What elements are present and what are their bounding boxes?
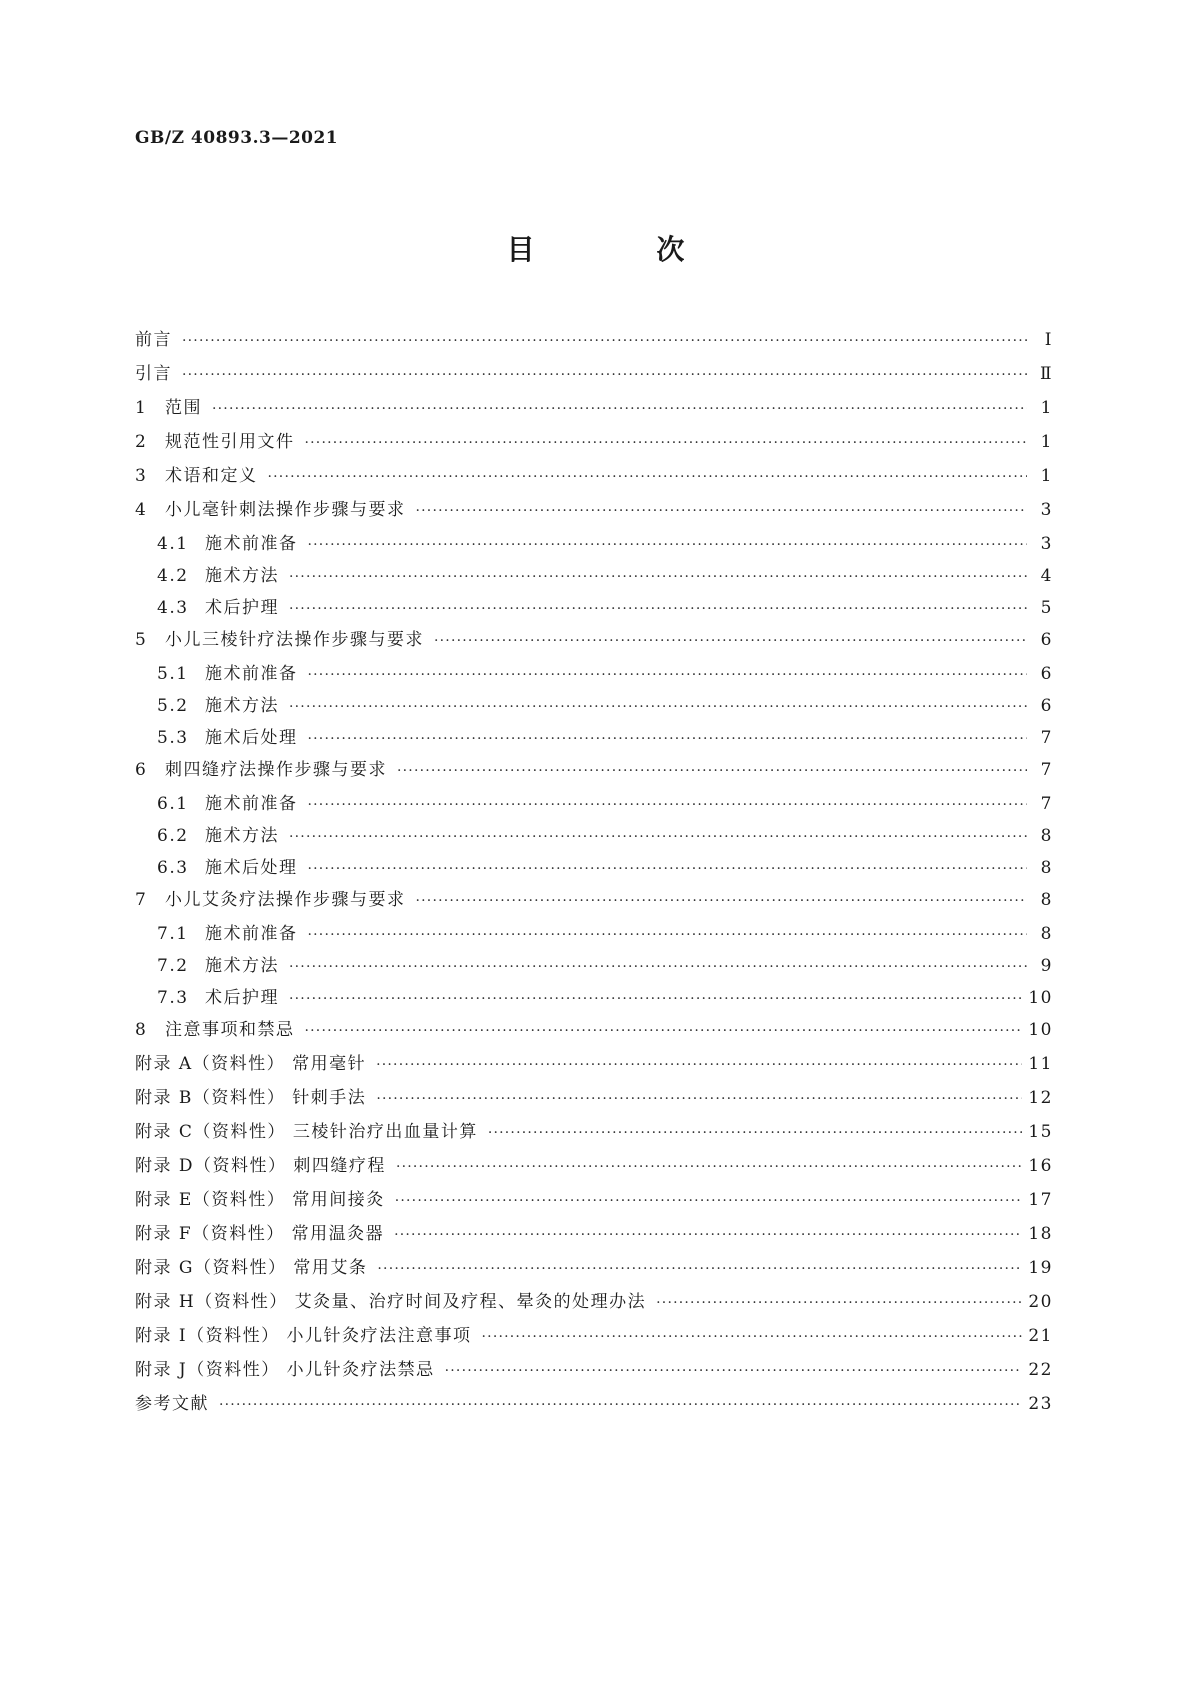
toc-entry-number: 7	[135, 890, 148, 910]
dot-leader	[377, 1261, 1022, 1277]
toc-entry-label: 附录 F（资料性） 常用温灸器	[135, 1224, 385, 1244]
toc-entry-appendix-g[interactable]	[135, 1253, 1053, 1287]
toc-entry-page: 23	[1028, 1394, 1053, 1414]
toc-entry-appendix-d[interactable]	[135, 1151, 1053, 1185]
toc-entry-page: 1	[1040, 466, 1053, 486]
dot-leader	[289, 959, 1027, 975]
toc-entry-label: 施术前准备	[205, 924, 298, 944]
toc-entry-label: 附录 B（资料性） 针刺手法	[135, 1088, 367, 1108]
toc-entry-5-3[interactable]	[135, 723, 1053, 755]
dot-leader	[289, 991, 1022, 1007]
toc-entry-page: 3	[1040, 534, 1053, 554]
toc-entry-6-1[interactable]	[135, 789, 1053, 821]
toc-entry-page: 12	[1028, 1088, 1053, 1108]
toc-entry-label: 施术前准备	[205, 534, 298, 554]
toc-entry-page: 7	[1040, 728, 1053, 748]
toc-entry-label: 小儿三棱针疗法操作步骤与要求	[165, 630, 424, 650]
toc-entry-6-3[interactable]	[135, 853, 1053, 885]
toc-entry-page: 16	[1028, 1156, 1053, 1176]
toc-entry-7[interactable]	[135, 885, 1053, 919]
dot-leader	[305, 1023, 1023, 1039]
toc-entry-number: 5.1	[157, 664, 189, 684]
toc-title: 目 次	[506, 233, 741, 266]
toc-entry-4-3[interactable]	[135, 593, 1053, 625]
toc-entry-5-2[interactable]	[135, 691, 1053, 723]
toc-entry-number: 7.2	[157, 956, 189, 976]
toc-entry-appendix-b[interactable]	[135, 1083, 1053, 1117]
dot-leader	[289, 569, 1027, 585]
dot-leader	[445, 1363, 1023, 1379]
toc-entry-page: 4	[1040, 566, 1053, 586]
toc-entry-label: 施术后处理	[205, 858, 298, 878]
toc-entry-label: 注意事项和禁忌	[165, 1020, 295, 1040]
toc-entry-page: 15	[1028, 1122, 1053, 1142]
toc-entry-label: 引言	[135, 364, 172, 384]
dot-leader	[182, 333, 1027, 349]
dot-leader	[308, 797, 1028, 813]
toc-entry-label: 施术方法	[205, 566, 279, 586]
toc-entry-label: 术语和定义	[165, 466, 258, 486]
toc-entry-number: 4.1	[157, 534, 189, 554]
toc-entry-7-3[interactable]	[135, 983, 1053, 1015]
toc-entry-number: 3	[135, 466, 148, 486]
toc-entry-page: 8	[1040, 890, 1053, 910]
dot-leader	[308, 861, 1028, 877]
toc-entry-page: 18	[1028, 1224, 1053, 1244]
toc-entry-appendix-c[interactable]	[135, 1117, 1053, 1151]
toc-entry-number: 2	[135, 432, 148, 452]
dot-leader	[308, 731, 1028, 747]
toc-entry-page: 6	[1040, 630, 1053, 650]
dot-leader	[289, 601, 1027, 617]
toc-entry-label: 施术方法	[205, 826, 279, 846]
toc-entry-number: 6.1	[157, 794, 189, 814]
toc-entry-4-2[interactable]	[135, 561, 1053, 593]
toc-entry-6[interactable]	[135, 755, 1053, 789]
toc-entry-page: 7	[1040, 760, 1053, 780]
dot-leader	[182, 367, 1027, 383]
toc-entry-number: 5.3	[157, 728, 189, 748]
toc-entry-3[interactable]	[135, 461, 1053, 495]
toc-entry-label: 参考文献	[135, 1394, 209, 1414]
toc-entry-appendix-f[interactable]	[135, 1219, 1053, 1253]
toc-entry-label: 附录 H（资料性） 艾灸量、治疗时间及疗程、晕灸的处理办法	[135, 1292, 647, 1312]
toc-entry-6-2[interactable]	[135, 821, 1053, 853]
dot-leader	[212, 401, 1027, 417]
toc-entry-label: 小儿毫针刺法操作步骤与要求	[165, 500, 406, 520]
toc-entry-7-1[interactable]	[135, 919, 1053, 951]
toc-entry-8[interactable]	[135, 1015, 1053, 1049]
dot-leader	[305, 435, 1028, 451]
dot-leader	[394, 1227, 1022, 1243]
toc-entry-page: 11	[1028, 1054, 1053, 1074]
toc-entry-foreword[interactable]	[135, 325, 1053, 359]
toc-entry-appendix-a[interactable]	[135, 1049, 1053, 1083]
toc-entry-appendix-e[interactable]	[135, 1185, 1053, 1219]
toc-entry-number: 4.3	[157, 598, 189, 618]
toc-entry-5[interactable]	[135, 625, 1053, 659]
dot-leader	[416, 893, 1028, 909]
toc-entry-number: 6.3	[157, 858, 189, 878]
toc-entry-page: 8	[1040, 924, 1053, 944]
toc-entry-label: 施术前准备	[205, 794, 298, 814]
toc-entry-page: 5	[1040, 598, 1053, 618]
toc-entry-number: 8	[135, 1020, 148, 1040]
toc-entry-label: 附录 A（资料性） 常用毫针	[135, 1054, 367, 1074]
dot-leader	[376, 1091, 1022, 1107]
toc-entry-label: 小儿艾灸疗法操作步骤与要求	[165, 890, 406, 910]
dot-leader	[308, 537, 1028, 553]
toc-entry-number: 7.3	[157, 988, 189, 1008]
toc-entry-label: 前言	[135, 330, 172, 350]
toc-entry-label: 施术方法	[205, 696, 279, 716]
toc-entry-5-1[interactable]	[135, 659, 1053, 691]
dot-leader	[396, 1159, 1022, 1175]
toc-entry-number: 1	[135, 398, 148, 418]
toc-entry-number: 5.2	[157, 696, 189, 716]
toc-entry-1[interactable]	[135, 393, 1053, 427]
dot-leader	[397, 763, 1027, 779]
dot-leader	[308, 927, 1028, 943]
toc-entry-page: 22	[1028, 1360, 1053, 1380]
toc-entry-page: 19	[1028, 1258, 1053, 1278]
dot-leader	[656, 1295, 1022, 1311]
toc-entry-page: 7	[1040, 794, 1053, 814]
toc-entry-page: 17	[1028, 1190, 1053, 1210]
dot-leader	[434, 633, 1027, 649]
dot-leader	[416, 503, 1028, 519]
toc-entry-label: 附录 E（资料性） 常用间接灸	[135, 1190, 385, 1210]
toc-entry-page: 21	[1028, 1326, 1053, 1346]
toc-entry-label: 范围	[165, 398, 202, 418]
toc-entry-number: 5	[135, 630, 148, 650]
toc-entry-page: 6	[1040, 696, 1053, 716]
toc-entry-number: 6	[135, 760, 148, 780]
toc-entry-label: 施术前准备	[205, 664, 298, 684]
toc-entry-2[interactable]	[135, 427, 1053, 461]
toc-entry-label: 术后护理	[205, 598, 279, 618]
toc-entry-label: 附录 D（资料性） 刺四缝疗程	[135, 1156, 386, 1176]
toc-entry-label: 施术方法	[205, 956, 279, 976]
toc-entry-introduction[interactable]	[135, 359, 1053, 393]
toc-entry-4-1[interactable]	[135, 529, 1053, 561]
toc-entry-page: 20	[1028, 1292, 1053, 1312]
toc-entry-page: Ⅰ	[1044, 330, 1053, 350]
toc-entry-appendix-i[interactable]	[135, 1321, 1053, 1355]
toc-entry-number: 6.2	[157, 826, 189, 846]
toc-entry-appendix-j[interactable]	[135, 1355, 1053, 1389]
dot-leader	[395, 1193, 1023, 1209]
toc-entry-page: 1	[1040, 432, 1053, 452]
toc-entry-appendix-h[interactable]	[135, 1287, 1053, 1321]
toc-entry-4[interactable]	[135, 495, 1053, 529]
toc-entry-page: 8	[1040, 858, 1053, 878]
toc-entry-bibliography[interactable]	[135, 1389, 1053, 1423]
toc-entry-page: Ⅱ	[1039, 364, 1053, 384]
dot-leader	[289, 829, 1027, 845]
toc-entry-label: 附录 J（资料性） 小儿针灸疗法禁忌	[135, 1360, 435, 1380]
toc-entry-number: 4	[135, 500, 148, 520]
toc-entry-label: 刺四缝疗法操作步骤与要求	[165, 760, 387, 780]
toc-entry-label: 术后护理	[205, 988, 279, 1008]
dot-leader	[289, 699, 1027, 715]
toc-entry-page: 8	[1040, 826, 1053, 846]
toc-entry-label: 附录 G（资料性） 常用艾条	[135, 1258, 368, 1278]
toc-entry-page: 10	[1028, 1020, 1053, 1040]
toc-entry-7-2[interactable]	[135, 951, 1053, 983]
toc-entry-page: 6	[1040, 664, 1053, 684]
table-of-contents	[135, 325, 1053, 1423]
toc-entry-label: 规范性引用文件	[165, 432, 295, 452]
toc-entry-label: 附录 C（资料性） 三棱针治疗出血量计算	[135, 1122, 478, 1142]
toc-entry-page: 3	[1040, 500, 1053, 520]
toc-entry-number: 4.2	[157, 566, 189, 586]
toc-entry-label: 施术后处理	[205, 728, 298, 748]
toc-entry-page: 10	[1028, 988, 1053, 1008]
standard-code: GB/Z 40893.3—2021	[135, 128, 339, 148]
toc-entry-page: 1	[1040, 398, 1053, 418]
dot-leader	[376, 1057, 1022, 1073]
dot-leader	[488, 1125, 1023, 1141]
toc-entry-number: 7.1	[157, 924, 189, 944]
dot-leader	[308, 667, 1028, 683]
dot-leader	[219, 1397, 1022, 1413]
dot-leader	[268, 469, 1028, 485]
toc-entry-label: 附录 I（资料性） 小儿针灸疗法注意事项	[135, 1326, 472, 1346]
toc-entry-page: 9	[1040, 956, 1053, 976]
dot-leader	[482, 1329, 1023, 1345]
